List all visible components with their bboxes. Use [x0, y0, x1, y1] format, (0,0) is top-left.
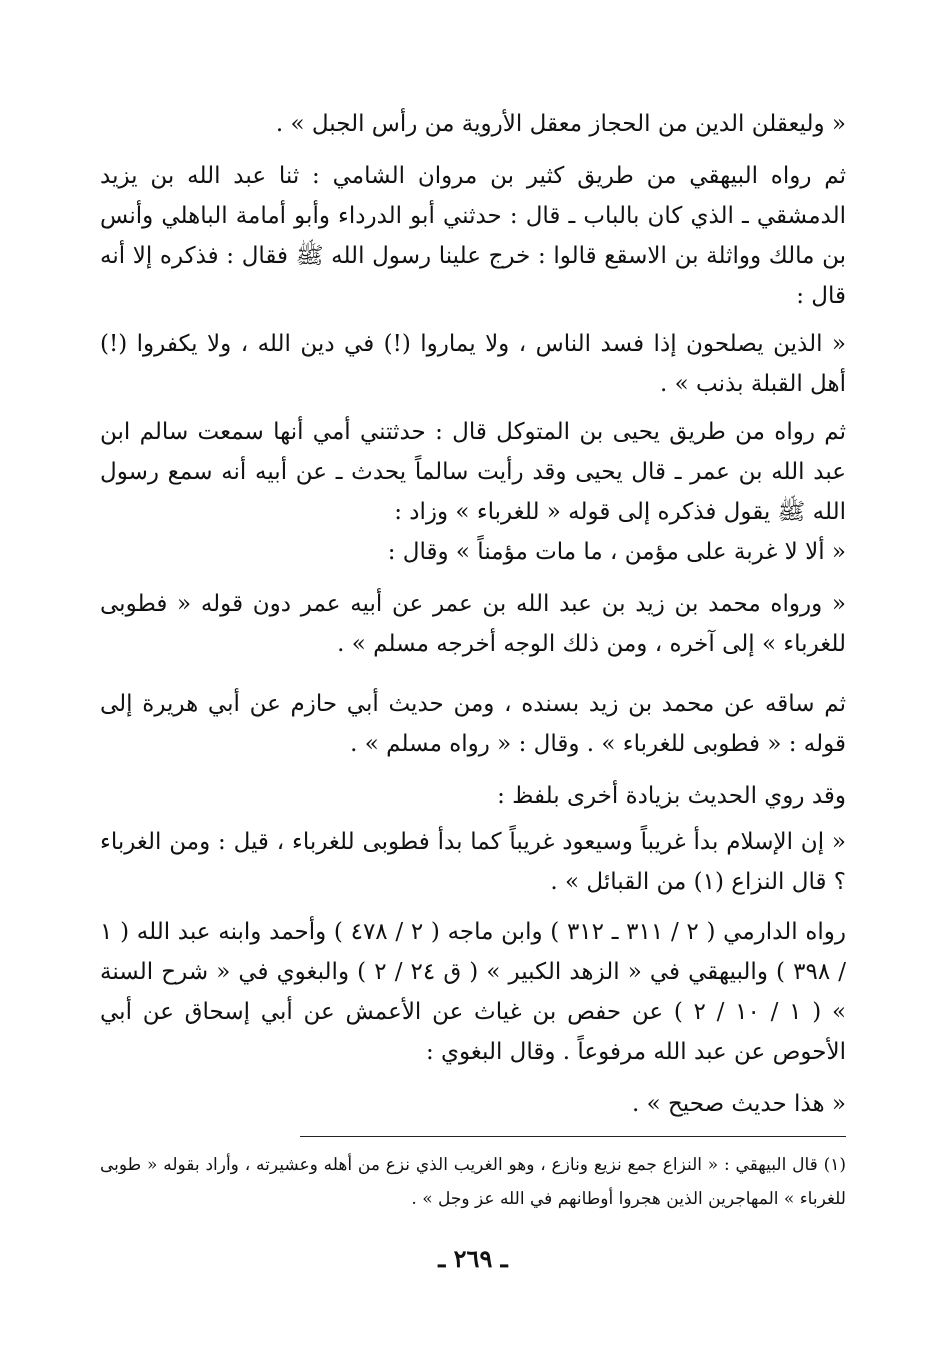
paragraph-quote-yuslihun: « الذين يصلحون إذا فسد الناس ، ولا يماروا (!) في دين الله ، ولا يكفروا (!) أهل القبلة بذنب » . — [100, 331, 846, 397]
footnote-divider — [300, 1136, 846, 1137]
paragraph-abu-hurayra: ثم ساقه عن محمد بن زيد بسنده ، ومن حديث أبي حازم عن أبي هريرة إلى قوله : « فطوبى للغرباء » . وقال : « رواه مسلم » . — [100, 691, 846, 757]
footnote: (١) قال البيهقي : « النزاع جمع نزيع ونازع ، وهو الغريب الذي نزع من أهله وعشيرته ، وأراد بقوله « طوبى للغرباء » المهاجرين الذين هجروا أوطانهم في الله عز وجل » . — [100, 1155, 846, 1209]
page-number: ـ ٢٦٩ ـ — [438, 1244, 508, 1273]
paragraph-quote-ghurba: « ألا لا غربة على مؤمن ، ما مات مؤمناً » وقال : — [387, 539, 846, 565]
paragraph-quote-islam-gharib: « إن الإسلام بدأ غريباً وسيعود غريباً كما بدأ فطوبى للغرباء ، قيل : ومن الغرباء ؟ قال النزاع (١) من القبائل » . — [100, 829, 846, 895]
paragraph-quote-sahih: « هذا حديث صحيح » . — [631, 1091, 846, 1117]
paragraph-muhammad-zayd: « ورواه محمد بن زيد بن عبد الله بن عمر عن أبيه عمر دون قوله « فطوبى للغرباء » إلى آخره ، ومن ذلك الوجه أخرجه مسلم » . — [100, 591, 846, 657]
paragraph-ziyada: وقد روي الحديث بزيادة أخرى بلفظ : — [497, 783, 846, 809]
paragraph-quote-hijaz: « وليعقلن الدين من الحجاز معقل الأروية من رأس الجبل » . — [275, 111, 846, 137]
paragraph-takhrij: رواه الدارمي ( ٢ / ٣١١ ـ ٣١٢ ) وابن ماجه ( ٢ / ٤٧٨ ) وأحمد وابنه عبد الله ( ١ / ٣٩٨ ) والبيهقي في « الزهد الكبير » ( ق ٢٤ / ٢ ) والبغوي في « شرح السنة » ( ١ / ١٠ / ٢ ) عن حفص بن غياث عن الأعمش عن أبي إسحاق عن أبي الأحوص عن عبد الله مرفوعاً . وقال البغوي : — [100, 919, 847, 1065]
paragraph-yahya-mutawakkil: ثم رواه من طريق يحيى بن المتوكل قال : حدثتني أمي أنها سمعت سالم ابن عبد الله بن عمر ـ قال يحيى وقد رأيت سالماً يحدث ـ عن أبيه أنه سمع رسول الله ﷺ يقول فذكره إلى قوله « للغرباء » وزاد : — [100, 419, 846, 525]
paragraph-bayhaqi-kathir: ثم رواه البيهقي من طريق كثير بن مروان الشامي : ثنا عبد الله بن يزيد الدمشقي ـ الذي كان بالباب ـ قال : حدثني أبو الدرداء وأبو أمامة الباهلي وأنس بن مالك وواثلة بن الاسقع قالوا : خرج علينا رسول الله ﷺ فقال : فذكره إلا أنه قال : — [100, 163, 846, 309]
